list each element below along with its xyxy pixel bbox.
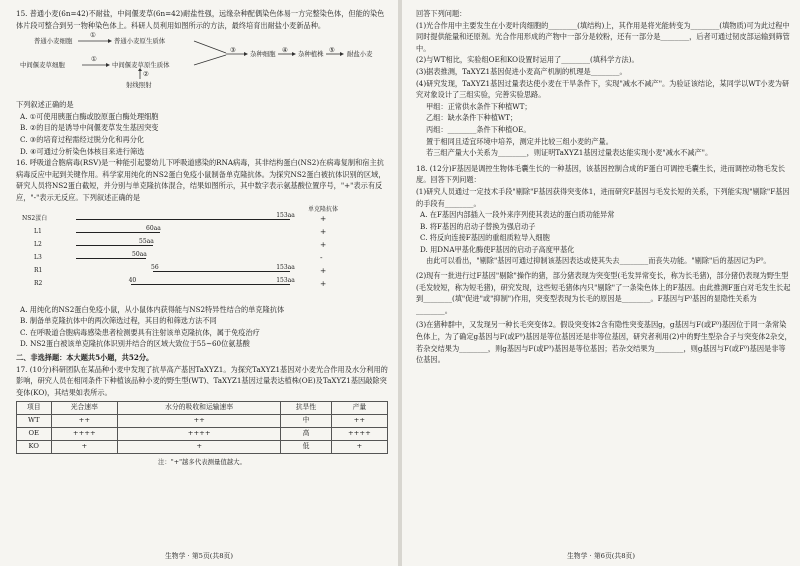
q16-option-b: B. 制备单克隆抗体中的两次筛选过程，其目的和筛选方法不同 (20, 316, 217, 326)
q18-part-1: (1)研究人员通过一定技术手段"剔除"F基因获得突变体1，进而研究F基因与毛发长短的关系，下列能实现"剔除"F基因的手段有________。 (416, 186, 790, 208)
ns2-result-mark: + (320, 265, 327, 275)
q17-table-note: 注："+"越多代表测量值越大。 (158, 458, 246, 467)
ns2-result-mark: + (320, 213, 327, 223)
q18-option-b: B. 将F基因的启动子替换为强启动子 (420, 221, 536, 231)
q15-stem: 15. 普通小麦(6n=42)不耐盐，中间偃麦草(6n=42)耐盐性强，远缘杂种配偶染色体易一方完整染色体，但能的染色体片段可整合到另一物种染色体上。科研人员利用如图所示的方法，最终培育出耐盐小麦新品种。 (16, 9, 385, 30)
flow-step3: ③ (230, 46, 236, 55)
q15-flow-diagram (16, 33, 388, 95)
table-header-cell: 抗旱性 (281, 402, 332, 415)
q16-ns2-diagram (16, 205, 388, 300)
table-cell: ++++ (118, 428, 281, 441)
section-2-heading: 二、非选择题：本大题共5小题，共52分。 (16, 352, 154, 362)
flow-hybrid-cell: 杂种细胞 (250, 50, 276, 59)
ns2-result-mark: + (320, 278, 327, 288)
q17-group-a: 甲组：正常供水条件下种植WT； (426, 101, 532, 111)
ns2-row-label: L3 (34, 253, 42, 261)
q17-part-3: (3)据表推测，TaXYZ1基因促进小麦高产机制的机理是________。 (416, 66, 627, 76)
q18-part-2: (2)现有一批进行过F基因"剔除"操作的猪，部分猪表现为突变型(毛发异常变长，称为长毛猪)，部分猪仍表现为野生型(毛发较短，称为短毛猪)，研究发现，这些短毛猪体内只"剔除"了一条染色体上的F基因。由此推测F蛋白对毛发生长起到________(填"促进"或"抑制")作用，突变型表现为长毛的原因是________。F基因与F⁰基因的显隐性关系为________。 (416, 271, 791, 315)
flow-wheatgrass-protoplast: 中间偃麦草原生质体 (112, 61, 170, 70)
page-5-content (16, 8, 388, 469)
table-cell: OE (17, 428, 52, 441)
q17-group-b: 乙组：缺水条件下种植WT； (426, 113, 518, 123)
q15-option-b: B. ②的目的是诱导中间偃麦草发生基因突变 (20, 123, 159, 133)
q17-part-4: (4)研究发现，TaXYZ1基因过量表达使小麦在干旱条件下，实现"减水不减产"。为验证该结论，某同学以WT小麦为研究对象设计了三组实验，完善实验思路。 (416, 78, 790, 100)
ns2-row-label: L1 (34, 227, 42, 235)
q16-option-a: A. 用纯化的NS2蛋白免疫小鼠，从小鼠体内获得能与NS2特异性结合的单克隆抗体 (20, 304, 285, 314)
ns2-segment-bar (153, 271, 290, 272)
q17-table (16, 401, 388, 454)
flow-wheatgrass-cell: 中间偃麦草细胞 (20, 61, 65, 70)
ns2-end-label: 153aa (276, 211, 295, 219)
table-cell: ++++ (331, 428, 387, 441)
table-cell: ++ (118, 415, 281, 428)
ns2-result-mark: + (320, 226, 327, 236)
ns2-result-mark: + (320, 239, 327, 249)
page-6-footer: 生物学 · 第6页(共8页) (566, 552, 635, 560)
table-header-cell: 光合速率 (51, 402, 118, 415)
q15-prompt: 下列叙述正确的是 (16, 100, 74, 110)
q18-part-1-end: 由此可以看出，"剔除"基因可通过抑制该基因表达或使其失去________而丧失功能。"剔除"后的基因记为F⁰。 (426, 256, 771, 266)
ns2-row-label: L2 (34, 240, 42, 248)
table-cell: + (331, 441, 387, 454)
q15-option-d: D. ④可通过分析染色体核目来进行筛选 (20, 146, 145, 156)
q17-part-1: (1)光合作用中主要发生在小麦叶肉细胞的________(填结构)上，其作用是将光能转变为________(填物质)可为此过程中同时提供能量和还原剂。光合作用形成的产物中一部分是较粉，还有一部分是________，后者可通过韧皮部运输到筛管中。 (416, 20, 790, 53)
ns2-result-mark: - (320, 252, 323, 262)
table-cell: 高 (281, 428, 332, 441)
ns2-row-label: R1 (34, 266, 43, 274)
flow-step5: ⑤ (329, 46, 335, 55)
ns2-end-label: 50aa (132, 250, 147, 258)
q15-option-a: A. ①可使用胰蛋白酶或胶原蛋白酶处理细胞 (20, 111, 159, 121)
ns2-end-label: 60aa (146, 224, 161, 232)
q18-option-c: C. 将反向连接F基因的重组质粒导入细胞 (420, 233, 550, 243)
ns2-end-label: 55aa (139, 237, 154, 245)
table-cell: ++ (331, 415, 387, 428)
table-cell: ++++ (51, 428, 118, 441)
flow-uv-label: 射线照射 (126, 81, 152, 90)
flow-hybrid-plant: 杂种植株 (298, 50, 324, 59)
table-cell: ++ (51, 415, 118, 428)
q18-option-a: A. 在F基因内部插入一段外来序列使其表达的蛋白质功能异常 (420, 210, 615, 220)
q16-option-c: C. 在呼吸道合胞病毒感染患者检测要具有注射该单克隆抗体，属于免疫治疗 (20, 327, 260, 337)
flow-wheat-protoplast: 普通小麦原生质体 (114, 37, 166, 46)
flow-step1-bottom: ① (91, 55, 97, 64)
ns2-start-label: 56 (151, 263, 159, 271)
q18-stem: 18. (12分)F基因是调控生物体毛囊生长的一种基因，该基因控制合成的F蛋白可调控毛囊生长，进而调控动物毛发长度。回答下列问题： (416, 163, 786, 185)
table-header-cell: 项目 (17, 402, 52, 415)
q18-part-3: (3)在猪种群中，又发现另一种长毛突变体2。假设突变体2含有隐性突变基因g，g基因与F(或F⁰)基因位于同一条常染色体上，为了确定g基因与F(或F⁰)基因是等位基因还是非等位基因，研究者利用(2)中的野生型杂合子与突变体2杂交，若杂交结果为________，则g基因与F(或F⁰)基因是等位基因；若杂交结果为________，则g基因与F(或F⁰)基因是非等位基因。 (416, 320, 792, 365)
table-cell: + (51, 441, 118, 454)
ns2-antibody-header: 单克隆抗体 (308, 205, 339, 213)
table-cell: 中 (281, 415, 332, 428)
q15-option-c: C. ③的培育过程需经过脱分化和再分化 (20, 134, 145, 144)
table-cell: 低 (281, 441, 332, 454)
ns2-segment-bar (76, 219, 290, 220)
ns2-end-label: 153aa (276, 276, 295, 284)
table-header-row (17, 402, 388, 415)
page-5 (0, 0, 398, 566)
table-row (17, 428, 388, 441)
flow-wheat-cell: 普通小麦细胞 (34, 37, 73, 46)
page-6-content (416, 8, 792, 366)
q17-conclusion: 若三组产量大小关系为________，则证明TaXYZ1基因过量表达能实现小麦"减水不减产"。 (426, 148, 713, 158)
table-row (17, 415, 388, 428)
table-header-cell: 水分的吸收和运输速率 (118, 402, 281, 415)
flow-salt-wheat: 耐盐小麦 (347, 50, 373, 59)
ns2-row-label: NS2蛋白 (22, 214, 48, 222)
q17-culture: 置于相同且适宜环境中培养，测定并比较三组小麦的产量。 (426, 136, 613, 146)
q17-stem: 17. (10分)科研团队在某品种小麦中发现了抗旱高产基因TaXYZ1。为探究TaXYZ1基因对小麦光合作用及水分利用的影响，研究人员在相同条件下种植该品种小麦的野生型(WT)、TaXYZ1基因过量表达植株(OE)及TaXYZ1基因敲除突变体(KO)，其结果如表所示。 (16, 364, 388, 397)
q17-group-c: 丙组：________条件下种植OE。 (426, 124, 531, 134)
table-cell: KO (17, 441, 52, 454)
ns2-start-label: 40 (128, 276, 137, 284)
q16-option-d: D. NS2蛋白被该单克隆抗体识别并结合的区域大致位于55~60位氨基酸 (20, 339, 250, 349)
flow-step1-top: ① (90, 31, 96, 40)
table-header-cell: 产量 (331, 402, 387, 415)
q18-option-d: D. 用DNA甲基化酶使F基因的启动子高度甲基化 (420, 244, 575, 254)
table-cell: + (118, 441, 281, 454)
q17-intro: 回答下列问题： (416, 9, 467, 18)
q16-stem: 16. 呼吸道合胞病毒(RSV)是一种能引起婴幼儿下呼吸道感染的RNA病毒，其非结构蛋白(NS2)在病毒复制和宿主抗病毒反应中起到关键作用。科学家用纯化的NS2蛋白免疫小鼠制备单克隆抗体。为探究NS2蛋白被抗体识别的区域，研究人员将NS2蛋白截短，并分别与单克隆抗体混合，结果如图所示，其中数字表示氨基酸位置序号，"+"表示有反应，"-"表示无反应。下列叙述正确的是 (16, 158, 386, 202)
flow-step4: ④ (282, 46, 288, 55)
table-row (17, 441, 388, 454)
ns2-segment-bar (131, 284, 291, 285)
q17-part-2: (2)与WT相比，实验组OE和KO设置时运用了________(填科学方法)。 (416, 55, 639, 65)
flow-step2: ② (143, 70, 149, 79)
page-5-footer: 生物学 · 第5页(共8页) (164, 552, 233, 560)
table-cell: WT (17, 415, 52, 428)
ns2-end-label: 153aa (276, 263, 295, 271)
page-6 (402, 0, 800, 566)
ns2-row-label: R2 (34, 279, 43, 287)
